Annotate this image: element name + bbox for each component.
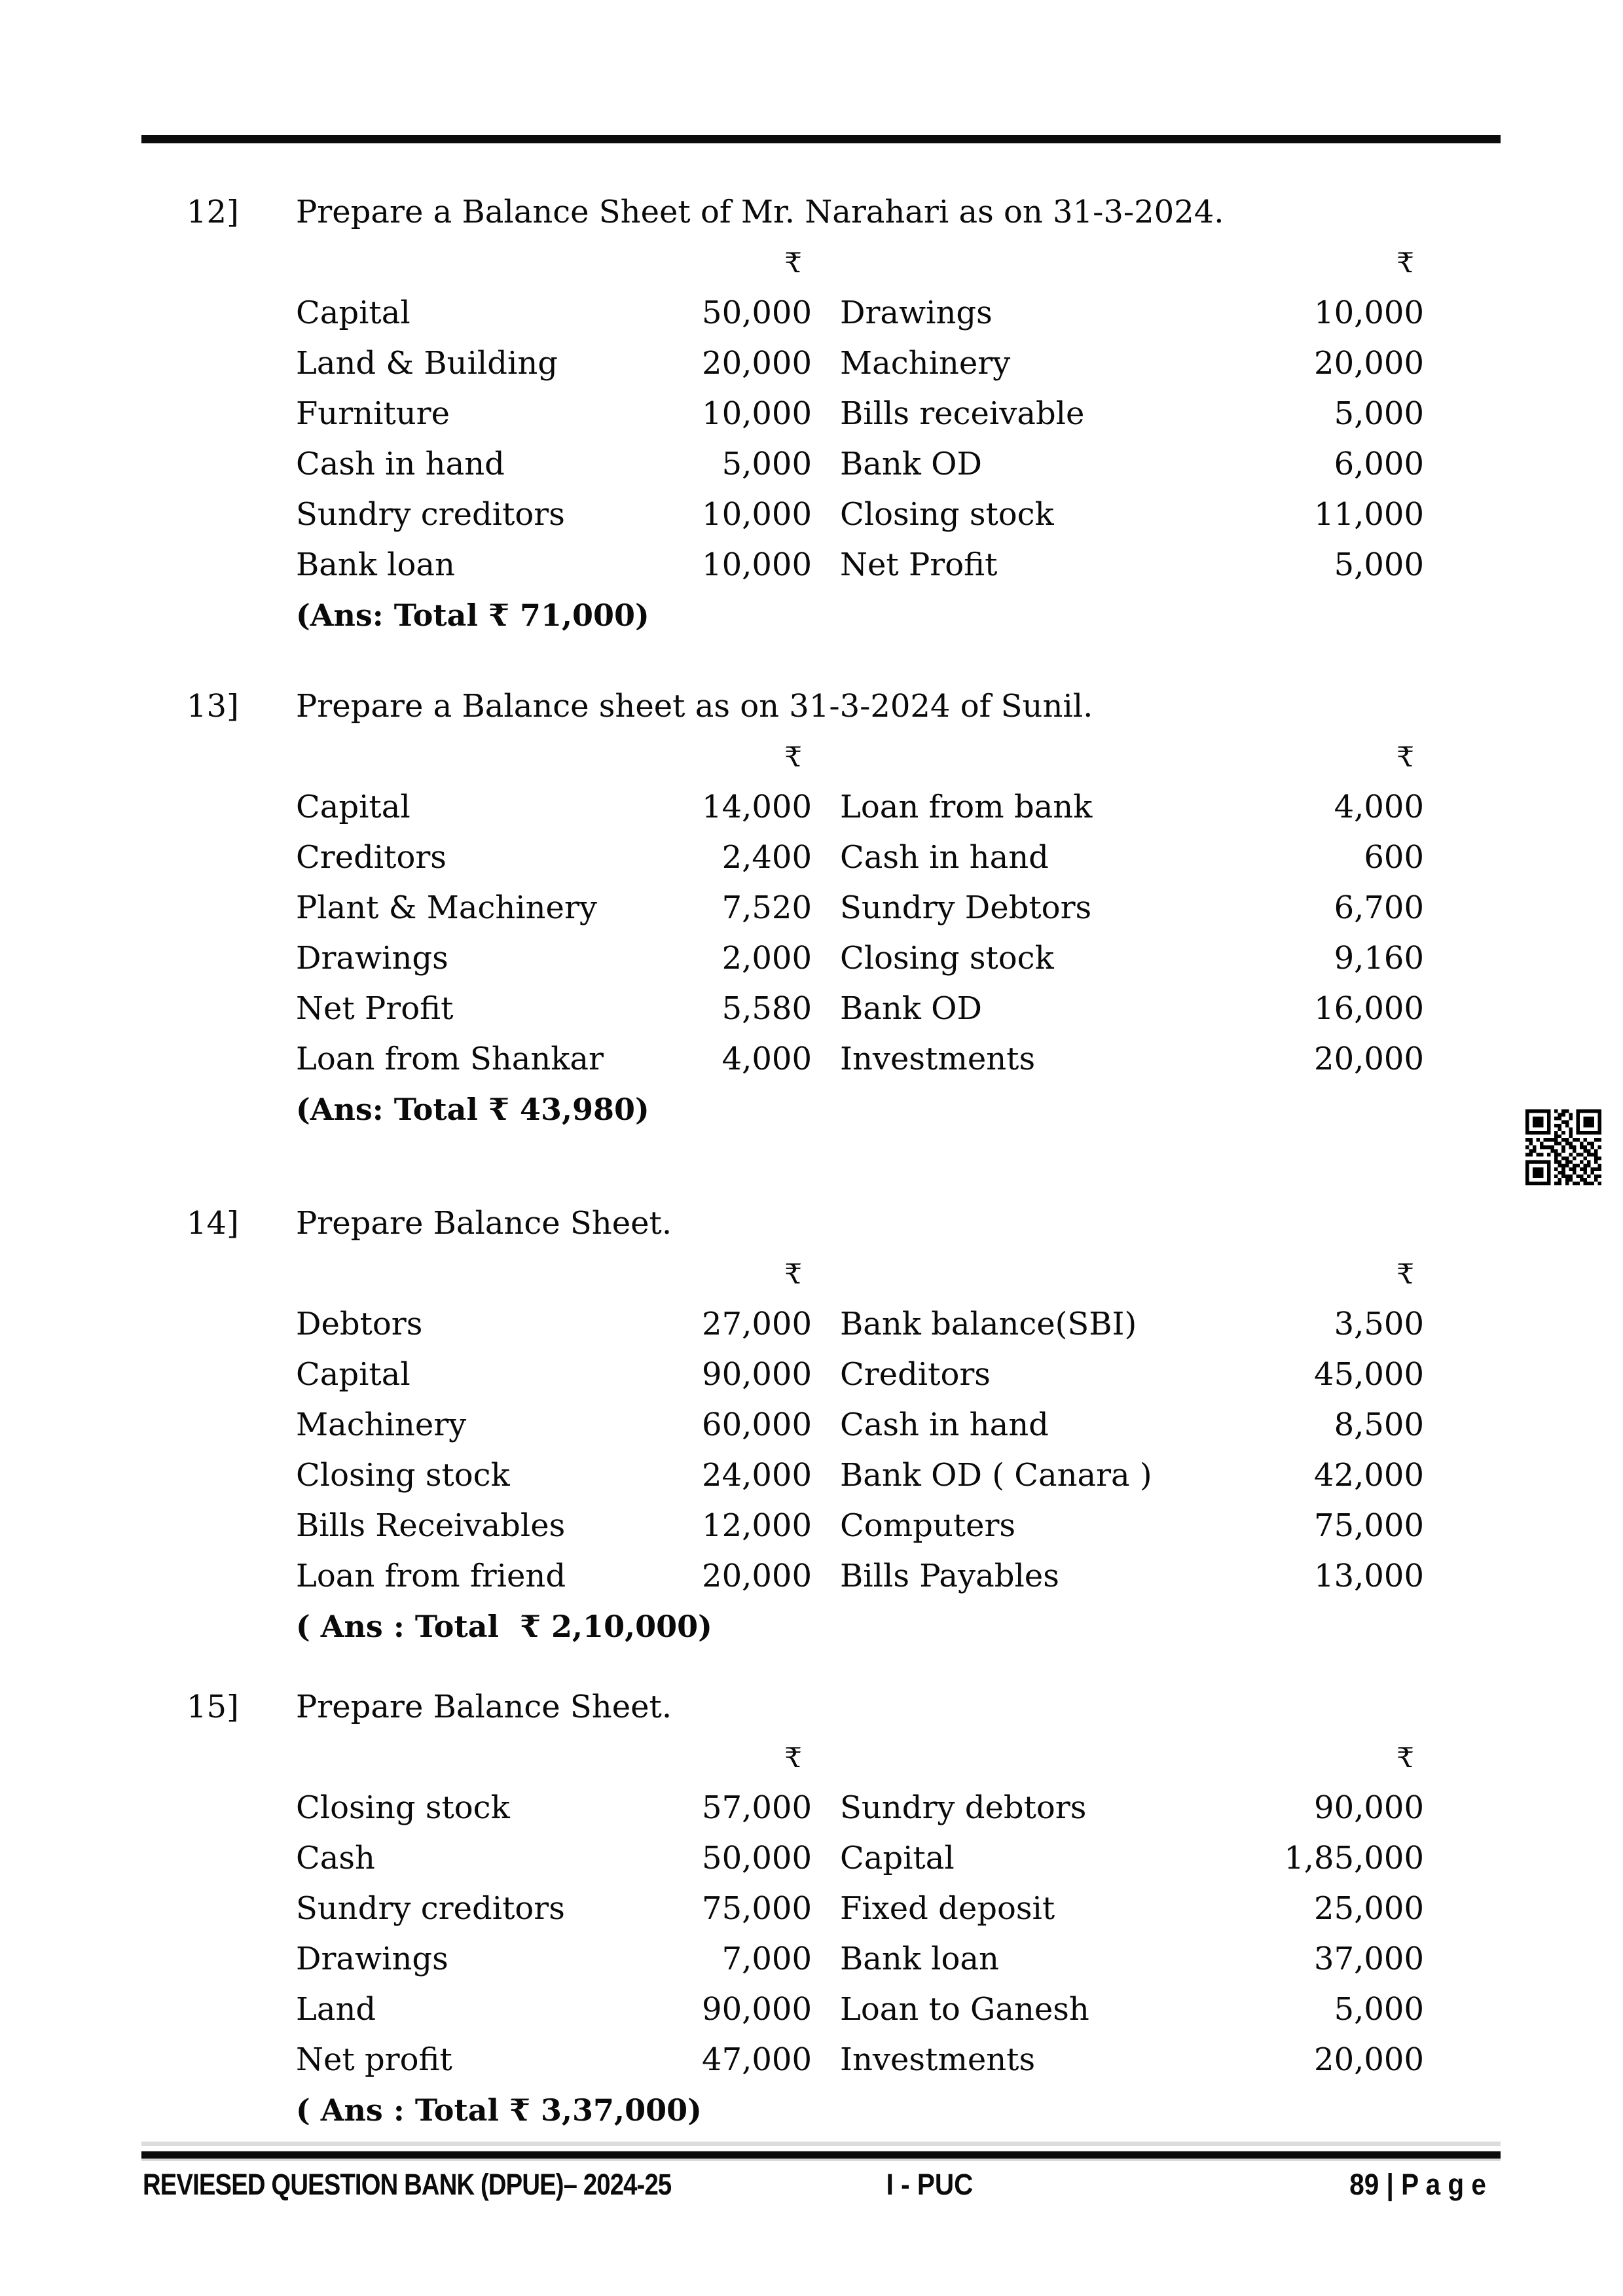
row-right-value: 6,700 xyxy=(1334,889,1424,926)
currency-header-row xyxy=(0,1732,1623,1783)
row-left-value: 5,580 xyxy=(721,990,812,1027)
table-row xyxy=(0,1783,1623,1833)
row-left-label: Cash in hand xyxy=(296,446,505,482)
footer-page-number: 89 | P a g e xyxy=(1349,2168,1486,2201)
row-left-value: 50,000 xyxy=(702,1840,812,1876)
question-block-12 xyxy=(0,187,1623,641)
row-right-value: 600 xyxy=(1364,839,1424,876)
row-left-value: 27,000 xyxy=(702,1306,812,1342)
question-number: 12] xyxy=(187,194,239,230)
qr-code xyxy=(1525,1109,1601,1185)
row-left-label: Closing stock xyxy=(296,1457,510,1494)
table-row xyxy=(0,1400,1623,1450)
question-heading xyxy=(0,681,1623,732)
rupee-symbol-left: ₹ xyxy=(784,1742,802,1774)
table-row xyxy=(0,1034,1623,1085)
row-left-value: 90,000 xyxy=(702,1991,812,2028)
footer-course-label: I - PUC xyxy=(886,2168,974,2201)
row-left-label: Plant & Machinery xyxy=(296,889,598,926)
question-block-15 xyxy=(0,1682,1623,2136)
row-right-value: 9,160 xyxy=(1334,940,1424,977)
row-right-label: Bank loan xyxy=(840,1941,999,1977)
question-heading xyxy=(0,1682,1623,1732)
table-row xyxy=(0,288,1623,338)
row-right-label: Bank balance(SBI) xyxy=(840,1306,1137,1342)
table-row xyxy=(0,439,1623,490)
row-left-value: 60,000 xyxy=(702,1407,812,1443)
row-left-label: Cash xyxy=(296,1840,375,1876)
footer-rule xyxy=(141,2151,1501,2159)
table-row xyxy=(0,1833,1623,1884)
row-right-value: 75,000 xyxy=(1314,1507,1424,1544)
row-right-value: 3,500 xyxy=(1334,1306,1424,1342)
row-left-value: 57,000 xyxy=(702,1789,812,1826)
row-right-value: 37,000 xyxy=(1314,1941,1424,1977)
row-left-label: Loan from friend xyxy=(296,1558,566,1594)
table-row xyxy=(0,2035,1623,2085)
question-title: Prepare Balance Sheet. xyxy=(296,1689,672,1725)
row-right-value: 1,85,000 xyxy=(1284,1840,1424,1876)
row-right-label: Creditors xyxy=(840,1356,991,1393)
row-right-label: Investments xyxy=(840,2041,1036,2078)
row-left-value: 20,000 xyxy=(702,345,812,382)
row-right-value: 20,000 xyxy=(1314,1041,1424,1077)
row-right-value: 4,000 xyxy=(1334,789,1424,825)
row-right-value: 16,000 xyxy=(1314,990,1424,1027)
row-left-value: 4,000 xyxy=(721,1041,812,1077)
table-row xyxy=(0,883,1623,933)
rupee-symbol-right: ₹ xyxy=(1396,741,1414,773)
table-row xyxy=(0,540,1623,590)
row-right-value: 42,000 xyxy=(1314,1457,1424,1494)
row-right-label: Fixed deposit xyxy=(840,1890,1055,1927)
row-left-value: 24,000 xyxy=(702,1457,812,1494)
row-right-label: Investments xyxy=(840,1041,1036,1077)
table-row xyxy=(0,1299,1623,1350)
row-right-label: Bills Payables xyxy=(840,1558,1059,1594)
row-left-value: 7,520 xyxy=(721,889,812,926)
table-row xyxy=(0,1884,1623,1934)
row-right-value: 5,000 xyxy=(1334,395,1424,432)
answer-line: (Ans: Total ₹ 43,980) xyxy=(296,1092,649,1127)
question-number: 15] xyxy=(187,1689,239,1725)
row-left-value: 2,000 xyxy=(721,940,812,977)
answer-line: ( Ans : Total ₹ 3,37,000) xyxy=(296,2092,702,2128)
question-number: 14] xyxy=(187,1205,239,1242)
rupee-symbol-right: ₹ xyxy=(1396,1742,1414,1774)
row-right-value: 45,000 xyxy=(1314,1356,1424,1393)
table-row xyxy=(0,782,1623,833)
answer-line: ( Ans : Total ₹ 2,10,000) xyxy=(296,1609,712,1644)
page-footer xyxy=(0,2168,1623,2207)
question-title: Prepare a Balance sheet as on 31-3-2024 of Sunil. xyxy=(296,688,1093,725)
question-title: Prepare Balance Sheet. xyxy=(296,1205,672,1242)
table-row xyxy=(0,1501,1623,1551)
row-right-label: Bank OD xyxy=(840,446,982,482)
row-right-label: Bank OD xyxy=(840,990,982,1027)
currency-header-row xyxy=(0,238,1623,288)
row-right-label: Bank OD ( Canara ) xyxy=(840,1457,1152,1494)
row-left-value: 7,000 xyxy=(721,1941,812,1977)
row-left-label: Machinery xyxy=(296,1407,467,1443)
rupee-symbol-left: ₹ xyxy=(784,741,802,773)
row-left-label: Debtors xyxy=(296,1306,423,1342)
row-left-label: Sundry creditors xyxy=(296,1890,565,1927)
row-left-label: Bills Receivables xyxy=(296,1507,566,1544)
row-left-value: 10,000 xyxy=(702,395,812,432)
top-rule xyxy=(141,135,1501,143)
table-row xyxy=(0,933,1623,984)
row-left-value: 75,000 xyxy=(702,1890,812,1927)
question-heading xyxy=(0,187,1623,238)
rupee-symbol-left: ₹ xyxy=(784,247,802,279)
row-left-value: 5,000 xyxy=(721,446,812,482)
balance-items-table xyxy=(0,782,1623,1085)
row-left-label: Capital xyxy=(296,295,410,331)
row-left-value: 12,000 xyxy=(702,1507,812,1544)
row-left-label: Closing stock xyxy=(296,1789,510,1826)
table-row xyxy=(0,1934,1623,1984)
question-block-13 xyxy=(0,681,1623,1135)
row-right-value: 5,000 xyxy=(1334,1991,1424,2028)
qr-code-image xyxy=(1525,1109,1601,1185)
table-row xyxy=(0,1350,1623,1400)
row-left-value: 90,000 xyxy=(702,1356,812,1393)
row-right-label: Sundry Debtors xyxy=(840,889,1092,926)
table-row xyxy=(0,1551,1623,1602)
row-left-label: Land xyxy=(296,1991,376,2028)
row-left-label: Net profit xyxy=(296,2041,452,2078)
question-block-14 xyxy=(0,1198,1623,1652)
row-right-value: 13,000 xyxy=(1314,1558,1424,1594)
row-right-label: Sundry debtors xyxy=(840,1789,1087,1826)
row-right-value: 20,000 xyxy=(1314,345,1424,382)
currency-header-row xyxy=(0,732,1623,782)
row-right-label: Net Profit xyxy=(840,547,998,583)
rupee-symbol-right: ₹ xyxy=(1396,1258,1414,1290)
row-right-label: Machinery xyxy=(840,345,1011,382)
question-title: Prepare a Balance Sheet of Mr. Narahari as on 31-3-2024. xyxy=(296,194,1224,230)
row-left-label: Net Profit xyxy=(296,990,454,1027)
question-heading xyxy=(0,1198,1623,1249)
table-row xyxy=(0,490,1623,540)
table-row xyxy=(0,1450,1623,1501)
table-row xyxy=(0,984,1623,1034)
table-row xyxy=(0,833,1623,883)
row-left-label: Bank loan xyxy=(296,547,455,583)
row-right-label: Drawings xyxy=(840,295,993,331)
balance-items-table xyxy=(0,1783,1623,2085)
answer-line: (Ans: Total ₹ 71,000) xyxy=(296,598,649,633)
question-number: 13] xyxy=(187,688,239,725)
row-right-value: 25,000 xyxy=(1314,1890,1424,1927)
row-right-value: 20,000 xyxy=(1314,2041,1424,2078)
row-right-label: Loan from bank xyxy=(840,789,1093,825)
row-left-label: Drawings xyxy=(296,940,448,977)
row-left-value: 20,000 xyxy=(702,1558,812,1594)
table-row xyxy=(0,1984,1623,2035)
row-left-value: 10,000 xyxy=(702,547,812,583)
row-right-value: 90,000 xyxy=(1314,1789,1424,1826)
row-left-label: Creditors xyxy=(296,839,447,876)
rupee-symbol-left: ₹ xyxy=(784,1258,802,1290)
row-left-label: Land & Building xyxy=(296,345,558,382)
row-right-label: Closing stock xyxy=(840,496,1054,533)
row-right-label: Loan to Ganesh xyxy=(840,1991,1089,2028)
row-right-value: 11,000 xyxy=(1314,496,1424,533)
row-right-label: Cash in hand xyxy=(840,1407,1049,1443)
row-right-label: Computers xyxy=(840,1507,1016,1544)
row-right-value: 5,000 xyxy=(1334,547,1424,583)
footer-document-title: REVIESED QUESTION BANK (DPUE)– 2024-25 xyxy=(143,2168,672,2201)
row-right-value: 10,000 xyxy=(1314,295,1424,331)
row-right-value: 6,000 xyxy=(1334,446,1424,482)
row-left-label: Furniture xyxy=(296,395,450,432)
row-right-label: Capital xyxy=(840,1840,955,1876)
row-right-value: 8,500 xyxy=(1334,1407,1424,1443)
row-right-label: Closing stock xyxy=(840,940,1054,977)
table-row xyxy=(0,389,1623,439)
table-row xyxy=(0,338,1623,389)
footer-rule-shadow-bottom xyxy=(141,2159,1501,2161)
row-left-label: Drawings xyxy=(296,1941,448,1977)
rupee-symbol-right: ₹ xyxy=(1396,247,1414,279)
row-left-label: Capital xyxy=(296,789,410,825)
balance-items-table xyxy=(0,288,1623,590)
row-left-label: Capital xyxy=(296,1356,410,1393)
footer-rule-shadow-top xyxy=(141,2142,1501,2146)
row-left-label: Sundry creditors xyxy=(296,496,565,533)
row-left-value: 10,000 xyxy=(702,496,812,533)
row-left-value: 2,400 xyxy=(721,839,812,876)
row-right-label: Cash in hand xyxy=(840,839,1049,876)
row-right-label: Bills receivable xyxy=(840,395,1085,432)
row-left-value: 50,000 xyxy=(702,295,812,331)
row-left-value: 47,000 xyxy=(702,2041,812,2078)
currency-header-row xyxy=(0,1249,1623,1299)
row-left-label: Loan from Shankar xyxy=(296,1041,604,1077)
balance-items-table xyxy=(0,1299,1623,1602)
row-left-value: 14,000 xyxy=(702,789,812,825)
